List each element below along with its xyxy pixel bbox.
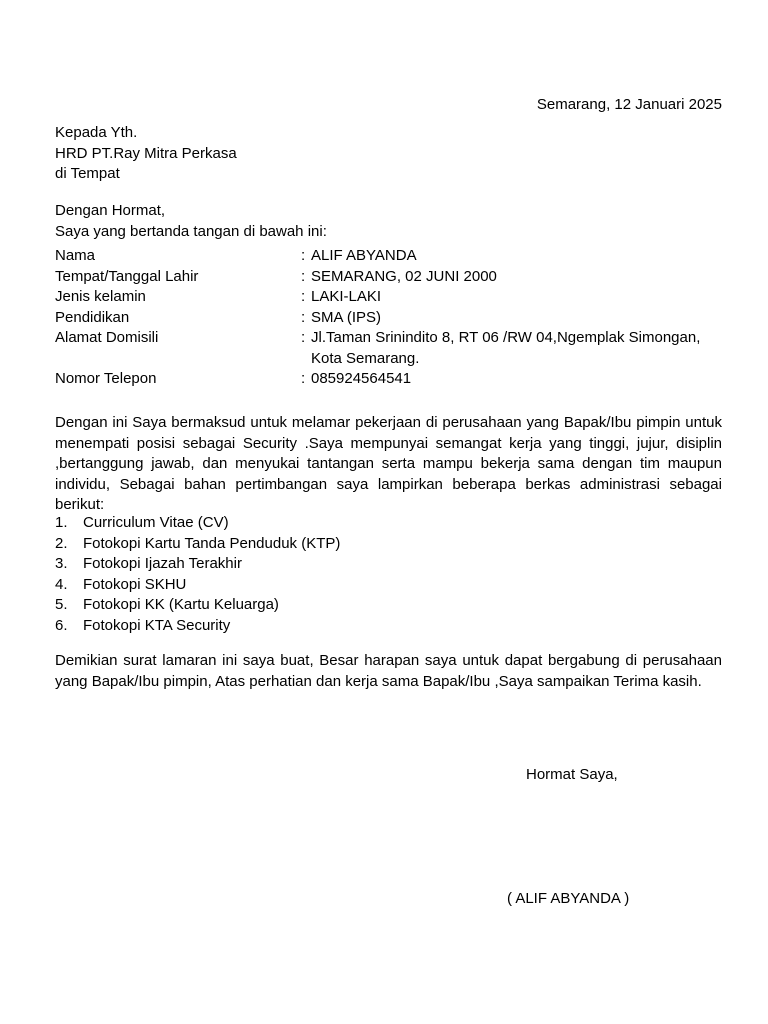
list-text: Curriculum Vitae (CV): [83, 514, 229, 531]
identity-row-birth: [55, 267, 722, 288]
list-text: Fotokopi Ijazah Terakhir: [83, 555, 242, 572]
list-text: Fotokopi SKHU: [83, 575, 187, 593]
signer-name: ( ALIF ABYANDA ): [507, 890, 630, 907]
recipient-place: di Tempat: [55, 165, 120, 182]
identity-row-gender: [55, 287, 722, 308]
identity-label: Nomor Telepon: [55, 370, 157, 387]
greeting: Dengan Hormat,: [55, 202, 166, 219]
intro-text: Saya yang bertanda tangan di bawah ini:: [55, 222, 327, 240]
identity-label: Pendidikan: [55, 308, 130, 326]
identity-value: SEMARANG, 02 JUNI 2000: [311, 267, 497, 285]
recipient-block: [55, 123, 237, 185]
opening-block: [55, 201, 327, 242]
identity-value: LAKI-LAKI: [311, 288, 382, 305]
identity-label: Nama: [55, 247, 96, 264]
closing-paragraph: Demikian surat lamaran ini saya buat, Besar harapan saya untuk dapat bergabung di perusahaan yang Bapak/Ibu pimpin, Atas perhatian dan kerja sama Bapak/Ibu ,Saya sampaikan Terima kasih.: [55, 652, 722, 690]
list-text: Fotokopi KK (Kartu Keluarga): [83, 596, 279, 613]
identity-colon: :: [301, 370, 306, 387]
identity-label: Jenis kelamin: [55, 288, 146, 305]
identity-colon: :: [301, 267, 306, 285]
list-item: [55, 534, 340, 555]
body-paragraph: Dengan ini Saya bermaksud untuk melamar pekerjaan di perusahaan yang Bapak/Ibu pimpin untuk menempati posisi sebagai Security .Saya mempunyai semangat kerja yang tinggi, jujur, disiplin ,bertanggung jawab, dan menyukai tantangan serta mampu bekerja sama dengan tim maupun individu, Sebagai bahan pertimbangan saya lampirkan beberapa berkas administrasi sebagai berikut:: [55, 414, 722, 513]
list-item: [55, 575, 340, 596]
attachment-list: [55, 513, 340, 636]
list-item: [55, 595, 340, 616]
identity-row-education: [55, 308, 722, 329]
identity-row-name: [55, 246, 722, 267]
recipient-company: HRD PT.Ray Mitra Perkasa: [55, 144, 237, 162]
list-number: 3.: [55, 555, 68, 572]
list-number: 1.: [55, 514, 68, 531]
identity-colon: :: [301, 308, 306, 326]
address-line-1: Jl.Taman Srinindito 8, RT 06 /RW 04,Ngemplak Simongan,: [311, 329, 701, 346]
list-number: 2.: [55, 534, 68, 552]
address-line-2: Kota Semarang.: [311, 349, 420, 367]
identity-row-phone: [55, 369, 722, 390]
recipient-salutation: Kepada Yth.: [55, 124, 138, 141]
identity-colon: :: [301, 247, 306, 264]
identity-value: ALIF ABYANDA: [311, 247, 417, 264]
list-number: 5.: [55, 596, 68, 613]
list-item: [55, 616, 340, 637]
identity-colon: :: [301, 288, 306, 305]
identity-colon: :: [301, 329, 306, 346]
identity-table: [55, 246, 722, 390]
identity-label: Tempat/Tanggal Lahir: [55, 267, 199, 285]
closing-salutation: Hormat Saya,: [526, 766, 618, 783]
list-number: 6.: [55, 616, 68, 634]
identity-label: Alamat Domisili: [55, 329, 159, 346]
identity-row-address: [55, 328, 722, 369]
list-number: 4.: [55, 575, 68, 593]
list-text: Fotokopi KTA Security: [83, 616, 231, 634]
list-text: Fotokopi Kartu Tanda Penduduk (KTP): [83, 534, 341, 552]
identity-value: [311, 328, 722, 369]
list-item: [55, 513, 340, 534]
identity-value: SMA (IPS): [311, 308, 382, 326]
letter-date: Semarang, 12 Januari 2025: [536, 96, 722, 113]
identity-value: 085924564541: [311, 370, 412, 387]
application-letter: [55, 0, 722, 1024]
list-item: [55, 554, 340, 575]
